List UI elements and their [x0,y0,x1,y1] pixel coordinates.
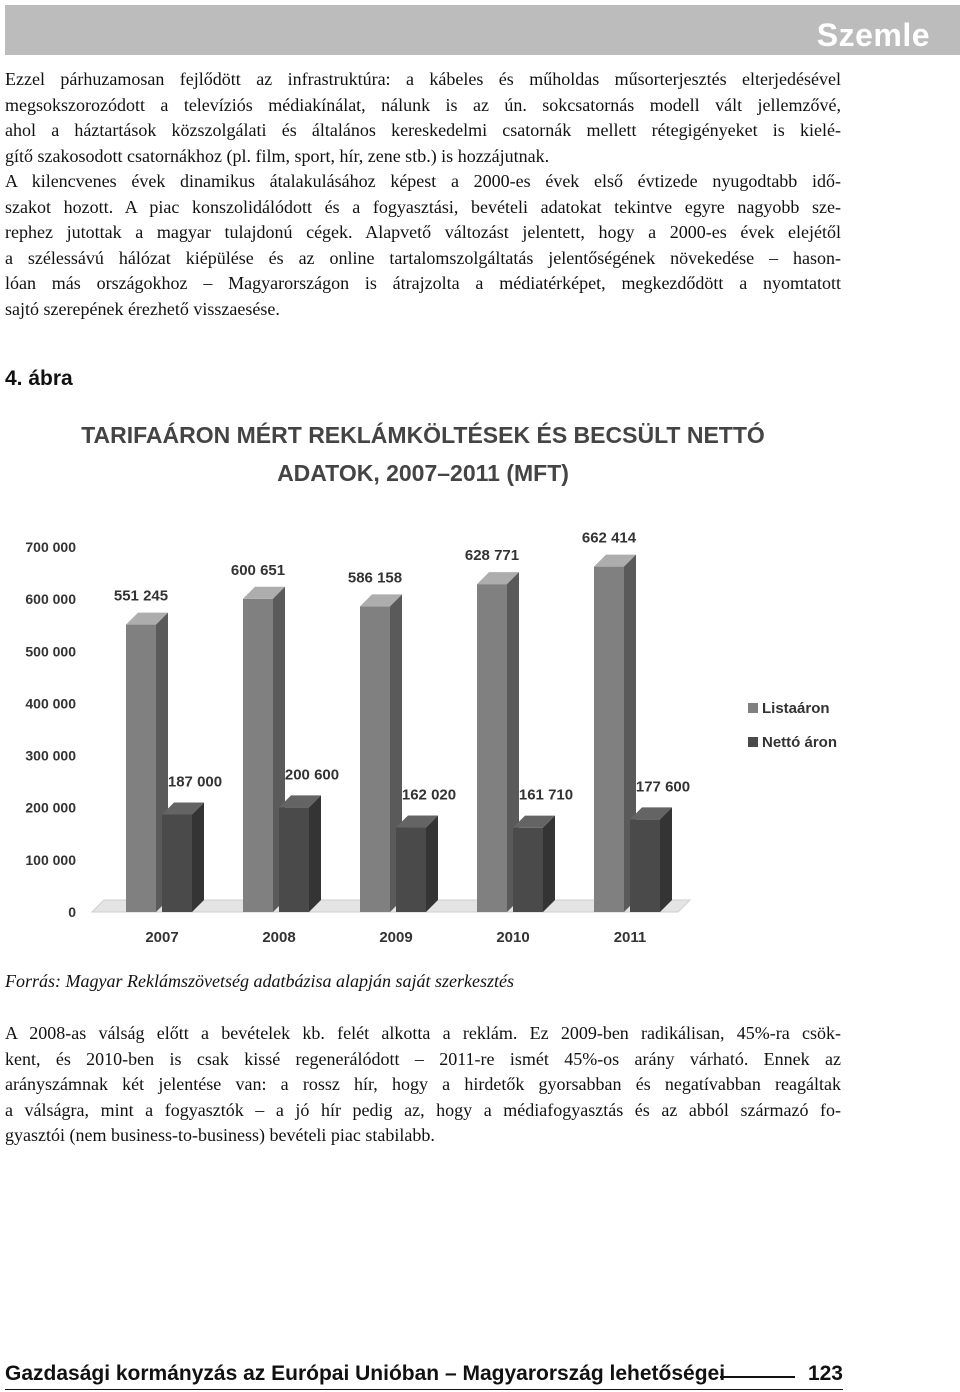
text-line: arányszámnak két jelentése van: a rossz hír, hogy a hirdetők gyorsabban és negatívabban reagáltak [5,1074,841,1094]
footer-underline [5,1389,843,1390]
footer-rule [720,1376,795,1378]
text-line: A kilencvenes évek dinamikus átalakulásához képest a 2000-es évek első évtizede nyugodtabb idő- [5,171,841,191]
x-tick-label: 2008 [262,929,296,946]
x-tick-label: 2011 [613,929,647,946]
legend-label: Listaáron [762,700,830,717]
text-line: megsokszorozódott a televíziós médiakínálat, nálunk is az ún. sokcsatornás modell vált jellemzővé, [5,94,841,115]
y-tick-label: 0 [68,904,76,920]
page-footer [5,1362,843,1392]
y-tick-label: 400 000 [25,695,76,712]
y-tick-label: 200 000 [25,799,76,816]
text-line: lóan más országokhoz – Magyarországon is átrajzolta a médiatérképet, megkezdődött a nyomtatott [5,273,841,293]
data-label: 187 000 [167,773,223,791]
x-tick-label: 2009 [379,929,413,946]
legend-swatch [748,703,758,713]
bar-listaáron [594,567,624,912]
bar-side [192,802,204,912]
data-label: 177 600 [635,778,691,796]
y-tick-label: 700 000 [25,539,76,555]
text-line: gítő szakosodott csatornákhoz (pl. film, sport, hír, zene stb.) is hozzájutnak. [5,145,550,166]
intro-paragraph [5,67,841,322]
text-line: kent, és 2010-ben is csak kissé regenerálódott – 2011-re ismét 45%-os arány várható. Ennek az [5,1048,841,1069]
figure-label: 4. ábra [5,367,73,390]
y-tick-label: 600 000 [25,591,76,608]
bar-listaáron [243,599,273,912]
text-line: Ezzel párhuzamosan fejlődött az infrastruktúra: a kábeles és műholdas műsorterjesztés elterjedésével [5,69,841,89]
bar-side [309,795,321,912]
y-tick-label: 100 000 [25,851,76,868]
text-line: sajtó szerepének érezhető visszaesése. [5,298,280,319]
data-label: 662 414 [581,529,637,547]
bar-nettó-áron [279,807,309,912]
chart-title-line-2: adatok, 2007–2011 (Mft) [277,460,569,486]
data-label: 161 710 [518,786,574,804]
chart-title-line-1: Tarifaáron mért reklámköltések és becsült nettó [81,422,765,448]
data-label: 200 600 [284,766,340,784]
bar-chart [0,405,960,965]
text-line: A 2008-as válság előtt a bevételek kb. felét alkotta a reklám. Ez 2009-ben radikálisan, 45%-ra csök- [5,1023,841,1043]
data-label: 586 158 [347,569,403,587]
data-label: 162 020 [401,786,457,804]
bar-listaáron [126,625,156,912]
data-label: 628 771 [464,547,520,565]
section-label: Szemle [816,17,930,53]
bar-side [543,816,555,912]
text-line: szakot hozott. A piac konszolidálódott és a fogyasztási, bevételi adatokat tekintve egyre nagyobb sze- [5,196,841,217]
bar-side [660,807,672,912]
bar-nettó-áron [162,814,192,912]
bar-listaáron [477,584,507,912]
legend-label: Nettó áron [762,734,837,751]
data-label: 551 245 [113,587,169,605]
page-number: 123 [807,1362,843,1385]
text-line: rephez jutottak a magyar tulajdonú cégek. Alapvető változást jelentett, hogy a 2000-es évek elejétől [5,222,841,242]
footer-title: Gazdasági kormányzás az Európai Unióban – Magyarország lehetőségei [5,1362,726,1385]
bar-side [426,816,438,912]
legend-swatch [748,737,758,747]
text-line: a válságra, mint a fogyasztók – a jó hír pedig az, hogy a médiafogyasztás és az abból származó fo- [5,1099,841,1120]
header-band [5,5,960,55]
figure-source: Forrás: Magyar Reklámszövetség adatbázisa alapján saját szerkesztés [5,971,514,991]
bar-nettó-áron [396,828,426,912]
text-line: gyasztói (nem business-to-business) bevételi piac stabilabb. [5,1125,435,1145]
bar-listaáron [360,606,390,912]
bar-nettó-áron [513,828,543,912]
data-label: 600 651 [230,561,286,579]
x-tick-label: 2007 [145,929,179,946]
text-line: a szélessávú hálózat kiépülése és az online tartalomszolgáltatás jelentőségének növekedése – hason- [5,247,841,268]
bar-nettó-áron [630,819,660,912]
outro-paragraph [5,1021,841,1149]
y-tick-label: 300 000 [25,747,76,764]
text-line: ahol a háztartások közszolgálati és általános kereskedelmi csatornák mellett rétegigényeket is kielé- [5,120,841,140]
y-tick-label: 500 000 [25,643,76,660]
x-tick-label: 2010 [496,929,530,946]
